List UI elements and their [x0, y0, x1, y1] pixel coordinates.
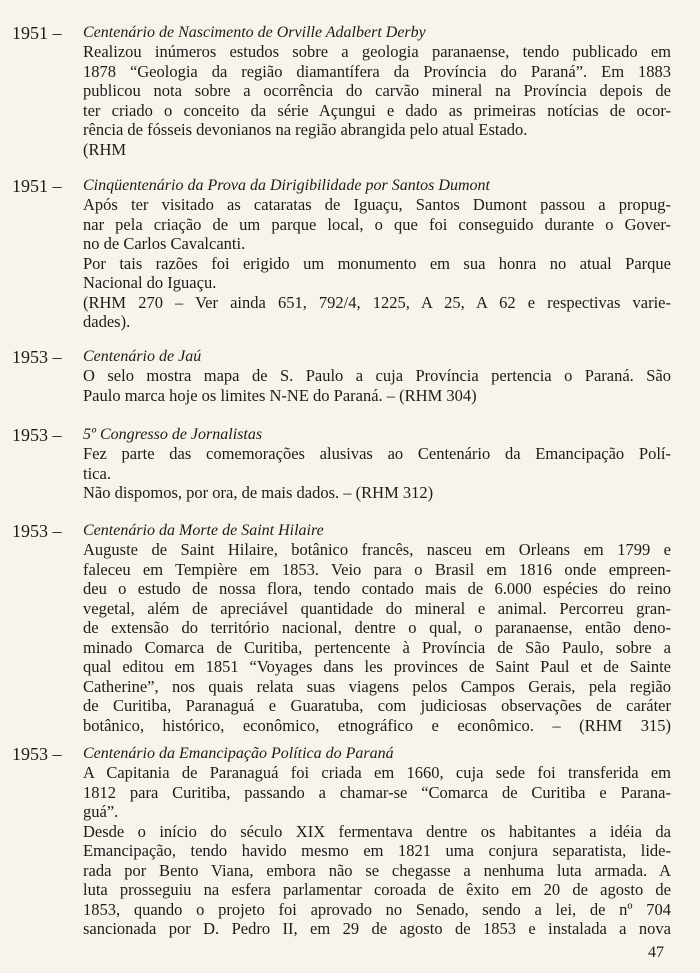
- entry-line: Catherine”, nos quais relata suas viagens pelos Campos Gerais, pela região: [83, 676, 671, 696]
- entry-line: guá”.: [83, 802, 119, 821]
- entry-line: no de Carlos Cavalcanti.: [83, 234, 246, 253]
- entry-line: Emancipação, tendo havido mesmo em 1821 uma conjura separatista, lide-: [83, 841, 671, 860]
- entry-line: Realizou inúmeros estudos sobre a geologia paranaense, tendo publicado em: [83, 42, 671, 61]
- entry-year: 1951 –: [12, 23, 62, 43]
- entry-body: [83, 42, 671, 159]
- entry-line: Auguste de Saint Hilaire, botânico francês, nasceu em Orleans em 1799 e: [83, 540, 671, 559]
- entry-body: [83, 540, 671, 735]
- entry-line: dades).: [83, 312, 131, 331]
- entry-line: luta prosseguiu na esfera parlamentar coroada de êxito em 20 de agosto de: [83, 880, 671, 899]
- entry-title: Centenário de Nascimento de Orville Adalbert Derby: [83, 24, 426, 41]
- entry-year: 1953 –: [12, 425, 62, 445]
- entry-line: rada por Bento Viana, embora não se chegasse a nenhuma luta armada. A: [83, 860, 671, 880]
- entry-line: O selo mostra mapa de S. Paulo a cuja Província pertencia o Paraná. São: [83, 366, 671, 385]
- entry-body: [83, 763, 671, 939]
- entry-line: botânico, histórico, econômico, etnográfico e econômico. – (RHM 315): [83, 715, 671, 735]
- entry-line: tica.: [83, 463, 111, 483]
- entry-title: Centenário de Jaú: [83, 348, 202, 365]
- entry-line: (RHM: [83, 139, 127, 159]
- entry-line: faleceu em Tempière em 1853. Veio para o Brasil em 1816 onde empreen-: [83, 559, 671, 579]
- entry-line: sancionada por D. Pedro II, em 29 de agosto de 1853 e instalada a nova: [83, 919, 671, 938]
- entry-line: Por tais razões foi erigido um monumento em sua honra no atual Parque: [83, 253, 671, 273]
- entry-year: 1953 –: [12, 744, 62, 764]
- entry-line: Fez parte das comemorações alusivas ao Centenário da Emancipação Polí-: [83, 444, 671, 463]
- entry-line: Desde o início do século XIX fermentava dentre os habitantes a idéia da: [83, 821, 671, 841]
- entry-year: 1953 –: [12, 347, 62, 367]
- entry-line: (RHM 270 – Ver ainda 651, 792/4, 1225, A 25, A 62 e respectivas varie-: [83, 292, 671, 312]
- entry-line: de extensão do território nacional, dentre o qual, o paranaense, então deno-: [83, 618, 671, 637]
- entry-title: Cinqüentenário da Prova da Dirigibilidade por Santos Dumont: [83, 177, 490, 194]
- entry-year: 1951 –: [12, 176, 62, 196]
- entry-line: deu o estudo de nossa flora, tendo contado mais de 6.000 espécies do reino: [83, 579, 671, 598]
- entry-line: qual editou em 1851 “Voyages dans les provinces de Saint Paul et de Sainte: [83, 657, 671, 676]
- entry-line: Nacional do Iguaçu.: [83, 273, 217, 292]
- entry-line: rência de fósseis devonianos na região abrangida pelo atual Estado.: [83, 120, 528, 139]
- entry-body: [83, 195, 671, 332]
- entry-line: Não dispomos, por ora, de mais dados. – (RHM 312): [83, 483, 434, 502]
- entry-body: [83, 444, 671, 503]
- entry-year: 1953 –: [12, 521, 62, 541]
- entry-body: [83, 366, 671, 405]
- page-number: 47: [648, 944, 664, 961]
- entry-line: 1878 “Geologia da região diamantífera da Província do Paraná”. Em 1883: [83, 61, 671, 81]
- entry-line: minado Comarca de Curitiba, pertencente à Província de São Paulo, sobre a: [83, 637, 671, 657]
- entry-line: ter criado o conceito da série Açungui e dado as primeiras notícias de ocor-: [83, 100, 671, 120]
- entry-title: Centenário da Emancipação Política do Paraná: [83, 745, 394, 762]
- entry-line: de Curitiba, Paranaguá e Guaratuba, com judiciosas observações de caráter: [83, 696, 671, 715]
- entry-line: Após ter visitado as cataratas de Iguaçu, Santos Dumont passou a propug-: [83, 195, 671, 214]
- entry-title: Centenário da Morte de Saint Hilaire: [83, 522, 324, 539]
- entry-line: A Capitania de Paranaguá foi criada em 1660, cuja sede foi transferida em: [83, 763, 671, 782]
- entry-line: 1853, quando o projeto foi aprovado no Senado, sendo a lei, de nº 704: [83, 899, 671, 919]
- entry-line: vegetal, além de apreciável quantidade do mineral e animal. Percorreu gran-: [83, 598, 671, 618]
- entry-line: Paulo marca hoje os limites N-NE do Paraná. – (RHM 304): [83, 385, 477, 405]
- entry-title: 5º Congresso de Jornalistas: [83, 426, 263, 443]
- entry-line: nar pela criação de um parque local, o que foi conseguido durante o Gover-: [83, 214, 671, 234]
- entry-line: publicou nota sobre a ocorrência do carvão mineral na Província depois de: [83, 81, 671, 100]
- entry-line: 1812 para Curitiba, passando a chamar-se “Comarca de Curitiba e Parana-: [83, 782, 671, 802]
